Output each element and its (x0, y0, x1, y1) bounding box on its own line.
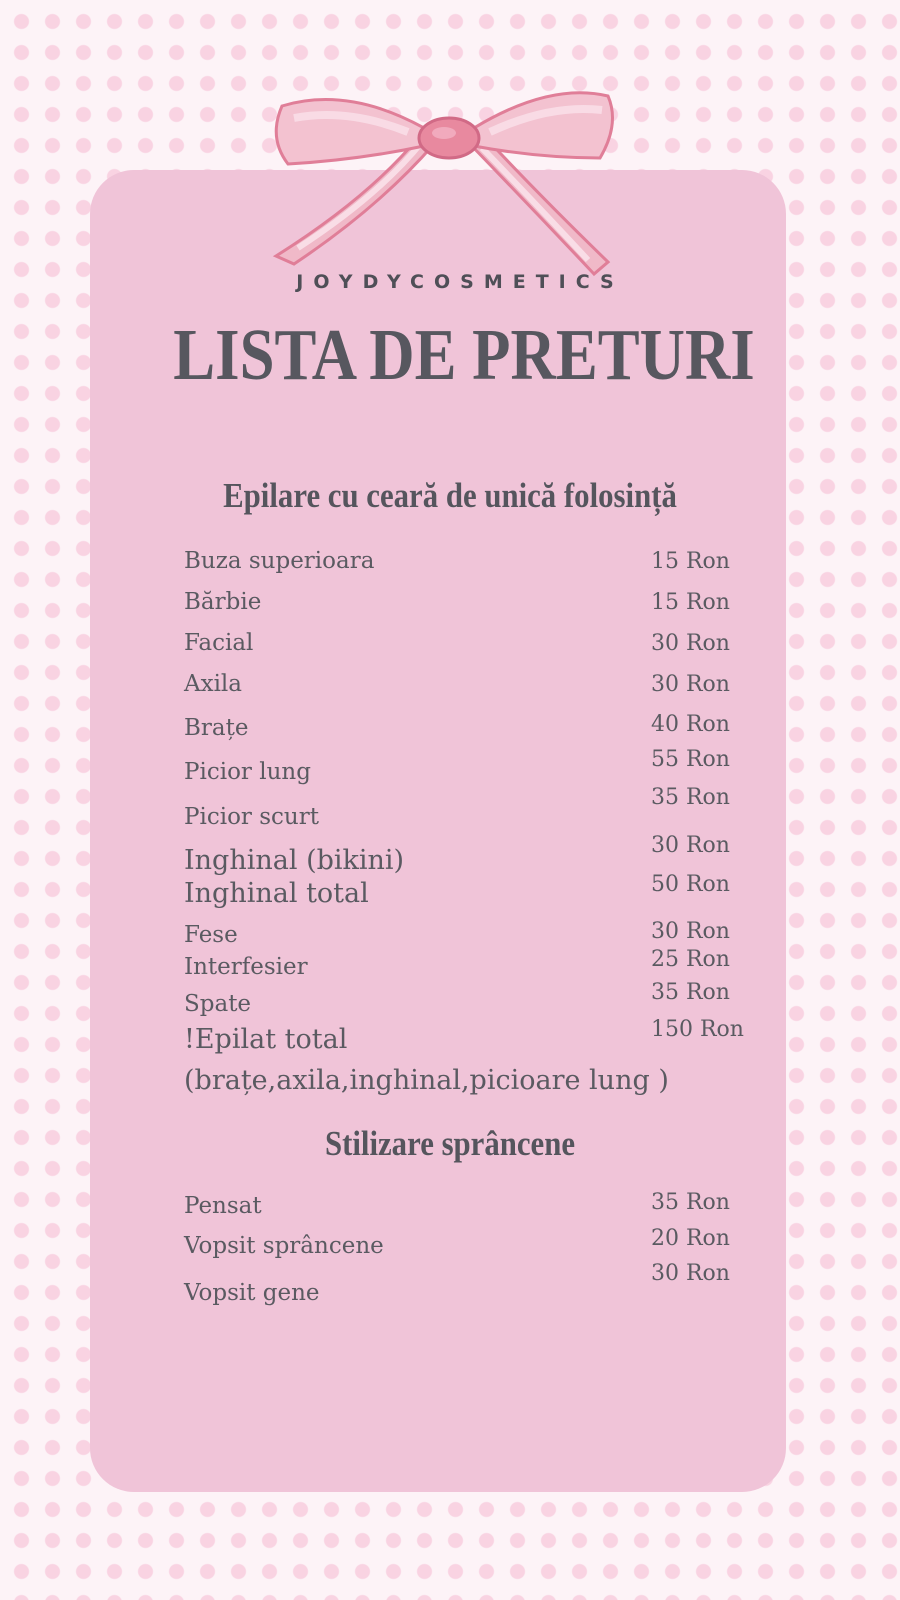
item-label: Picior scurt (184, 804, 319, 830)
item-price: 150 Ron (651, 1017, 744, 1042)
item-label: !Epilat total (184, 1024, 348, 1055)
brand-name: JOYDYCOSMETICS (296, 271, 624, 293)
page-title: LISTA DE PRETURI (173, 314, 755, 395)
section-heading-brows: Stilizare sprâncene (324, 1124, 576, 1163)
item-price: 25 Ron (651, 947, 730, 972)
item-label: Buza superioara (184, 548, 375, 574)
item-price: 30 Ron (651, 672, 730, 697)
item-price: 15 Ron (651, 549, 730, 574)
item-label: Interfesier (184, 954, 308, 980)
item-label: Vopsit sprâncene (184, 1233, 384, 1259)
item-price: 35 Ron (651, 1190, 730, 1215)
item-label: Axila (184, 671, 243, 697)
item-label: Bărbie (184, 589, 262, 615)
item-label: Picior lung (184, 759, 311, 785)
section-heading-waxing: Epilare cu ceară de unică folosință (223, 476, 677, 515)
item-price: 30 Ron (651, 1261, 730, 1286)
item-price: 30 Ron (651, 919, 730, 944)
item-label: Vopsit gene (184, 1280, 320, 1306)
item-label: Brațe (184, 715, 249, 741)
item-label: Inghinal (bikini) (184, 845, 405, 876)
item-price: 35 Ron (651, 785, 730, 810)
item-price: 15 Ron (651, 590, 730, 615)
item-label: Spate (184, 991, 252, 1017)
item-price: 40 Ron (651, 712, 730, 737)
item-label: Facial (184, 630, 254, 656)
item-price: 30 Ron (651, 631, 730, 656)
item-price: 50 Ron (651, 872, 730, 897)
item-note: (brațe,axila,inghinal,picioare lung ) (184, 1065, 669, 1096)
item-price: 30 Ron (651, 833, 730, 858)
item-label: Fese (184, 922, 238, 948)
item-price: 20 Ron (651, 1226, 730, 1251)
item-label: Pensat (184, 1193, 262, 1219)
ribbon-bow-icon (268, 88, 632, 284)
item-price: 35 Ron (651, 980, 730, 1005)
item-label: Inghinal total (184, 878, 369, 909)
item-price: 55 Ron (651, 747, 730, 772)
